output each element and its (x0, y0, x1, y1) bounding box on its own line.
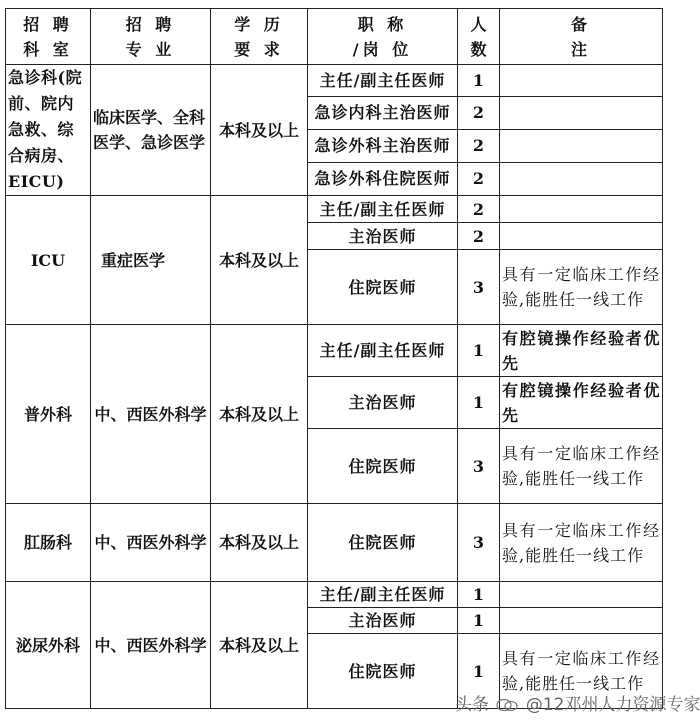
count-cell: 1 (458, 325, 500, 377)
count-cell: 2 (458, 196, 500, 223)
major-cell: 临床医学、全科医学、急诊医学 (91, 65, 211, 196)
count-cell: 1 (458, 65, 500, 97)
table-row (6, 504, 663, 582)
table-row (6, 582, 663, 608)
watermark-handle: @12邓州人力资源专家 (525, 695, 700, 715)
education-cell: 本科及以上 (211, 196, 308, 325)
major-cell: 中、西医外科学 (91, 582, 211, 709)
count-cell: 1 (458, 582, 500, 608)
header-count: 人 数 (458, 9, 500, 65)
count-cell: 3 (458, 250, 500, 325)
count-cell: 1 (458, 634, 500, 709)
position-title-cell: 主治医师 (308, 608, 458, 634)
dept-cell: 急诊科(院前、院内急救、综合病房、EICU) (6, 65, 91, 196)
note-cell: 有腔镜操作经验者优先 (500, 325, 663, 377)
position-title-cell: 主治医师 (308, 223, 458, 250)
position-title-cell: 主任/副主任医师 (308, 325, 458, 377)
note-cell (500, 129, 663, 162)
position-title-cell: 急诊内科主治医师 (308, 96, 458, 129)
dept-cell: 肛肠科 (6, 504, 91, 582)
dept-cell: 普外科 (6, 325, 91, 504)
major-cell: 中、西医外科学 (91, 325, 211, 504)
header-row (6, 9, 663, 65)
note-cell: 具有一定临床工作经验,能胜任一线工作 (500, 250, 663, 325)
table-row (6, 325, 663, 377)
position-title-cell: 主任/副主任医师 (308, 196, 458, 223)
education-cell: 本科及以上 (211, 504, 308, 582)
education-cell: 本科及以上 (211, 582, 308, 709)
note-cell (500, 65, 663, 97)
recruitment-table (5, 8, 663, 709)
header-dept: 招 聘 科 室 (6, 9, 91, 65)
watermark-prefix: 头条 (455, 695, 489, 715)
position-title-cell: 急诊外科主治医师 (308, 129, 458, 162)
header-major: 招 聘 专 业 (91, 9, 211, 65)
count-cell: 2 (458, 162, 500, 195)
position-title-cell: 主任/副主任医师 (308, 65, 458, 97)
header-note: 备 注 (500, 9, 663, 65)
count-cell: 2 (458, 96, 500, 129)
note-cell: 具有一定临床工作经验,能胜任一线工作 (500, 504, 663, 582)
position-title-cell: 主任/副主任医师 (308, 582, 458, 608)
education-cell: 本科及以上 (211, 325, 308, 504)
header-education: 学 历 要 求 (211, 9, 308, 65)
position-title-cell: 住院医师 (308, 634, 458, 709)
watermark (455, 690, 700, 715)
count-cell: 2 (458, 223, 500, 250)
note-cell: 有腔镜操作经验者优先 (500, 377, 663, 429)
count-cell: 3 (458, 429, 500, 504)
dept-cell: ICU (6, 196, 91, 325)
table-row (6, 65, 663, 97)
dept-cell: 泌尿外科 (6, 582, 91, 709)
count-cell: 1 (458, 377, 500, 429)
position-title-cell: 住院医师 (308, 504, 458, 582)
note-cell (500, 608, 663, 634)
note-cell (500, 196, 663, 223)
major-cell: 中、西医外科学 (91, 504, 211, 582)
position-title-cell: 住院医师 (308, 429, 458, 504)
position-title-cell: 住院医师 (308, 250, 458, 325)
wechat-logo-icon (496, 698, 518, 712)
note-cell: 具有一定临床工作经验,能胜任一线工作 (500, 634, 663, 709)
note-cell (500, 223, 663, 250)
note-cell: 具有一定临床工作经验,能胜任一线工作 (500, 429, 663, 504)
count-cell: 2 (458, 129, 500, 162)
position-title-cell: 急诊外科住院医师 (308, 162, 458, 195)
header-title: 职 称 /岗 位 (308, 9, 458, 65)
position-title-cell: 主治医师 (308, 377, 458, 429)
major-cell: 重症医学 (91, 196, 211, 325)
table-row (6, 196, 663, 223)
note-cell (500, 162, 663, 195)
note-cell (500, 582, 663, 608)
education-cell: 本科及以上 (211, 65, 308, 196)
count-cell: 3 (458, 504, 500, 582)
count-cell: 1 (458, 608, 500, 634)
note-cell (500, 96, 663, 129)
